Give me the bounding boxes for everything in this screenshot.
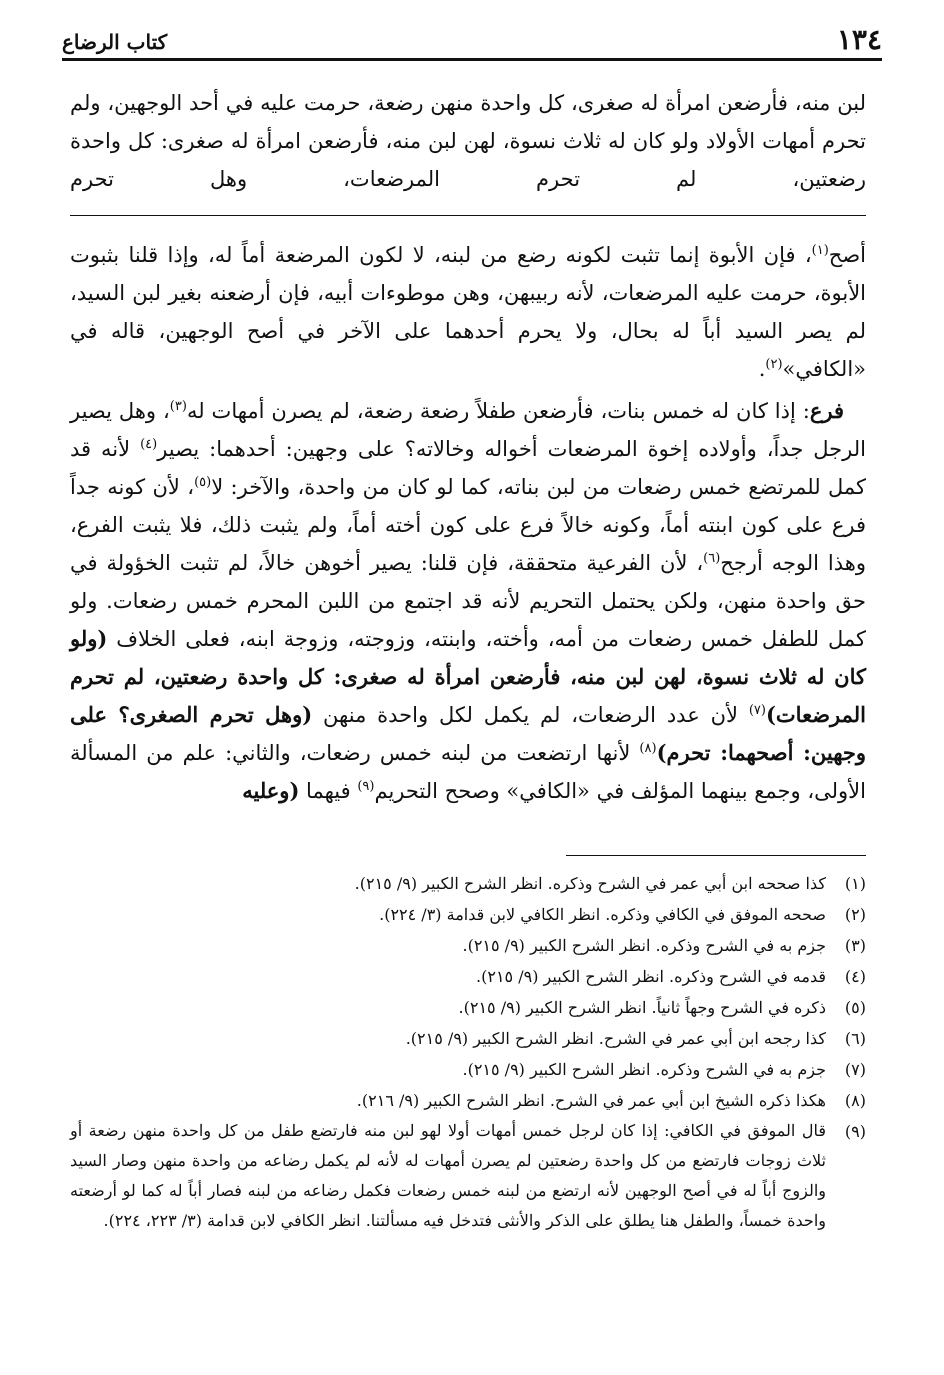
footnote-number: (٣) — [844, 936, 866, 955]
footnote-text: قدمه في الشرح وذكره. انظر الشرح الكبير (٩/ ٢١٥). — [476, 967, 826, 986]
footnote-number: (٥) — [844, 998, 866, 1017]
footnote-ref[interactable]: (٤) — [140, 437, 158, 452]
footnote-text: هكذا ذكره الشيخ ابن أبي عمر في الشرح. انظر الشرح الكبير (٩/ ٢١٦). — [356, 1091, 826, 1110]
text-run: لأنها ارتضعت من لبنه خمس رضعات، والثاني: علم من المسألة الأولى، وجمع بينهما المؤلف في «الكافي» وصحح التحريم — [70, 741, 866, 803]
footnote-text: جزم به في الشرح وذكره. انظر الشرح الكبير (٩/ ٢١٥). — [462, 1060, 826, 1079]
footnotes-divider — [566, 855, 866, 856]
branch-label: فرع — [809, 398, 845, 423]
footnote-number: (٦) — [844, 1029, 866, 1048]
footnote-text: ذكره في الشرح وجهاً ثانياً. انظر الشرح الكبير (٩/ ٢١٥). — [458, 998, 826, 1017]
quoted-matn: (وعليه — [242, 778, 300, 803]
footnote-ref[interactable]: (٧) — [748, 703, 766, 718]
text-run: ، لأن الفرعية متحققة، فإن قلنا: يصير أخوهن خالاً، لم تثبت الخؤولة في حق واحدة منهن، ولكن يحتمل التحريم لأنه قد اجتمع من اللبن المحرم خمس رضعات. ولو كمل للطفل خمس رضعات من أمه، وأخته، وابنته، وزوجته، وزوجة ابنه، فعلى الخلاف — [70, 551, 866, 651]
commentary-paragraph-1 — [70, 236, 866, 388]
footnote — [70, 868, 866, 899]
page-header — [62, 18, 882, 61]
main-text: لبن منه، فأرضعن امرأة له صغرى، كل واحدة منهن رضعة، حرمت عليه في أحد الوجهين، ولم تحرم أمهات الأولاد ولو كان له ثلاث نسوة، لهن لبن منه، فأرضعن امرأة له صغرى: كل واحدة رضعتين، لم تحرم المرضعات، وهل تحرم — [70, 91, 866, 191]
text-run: فيهما — [299, 779, 358, 803]
footnote-text: قال الموفق في الكافي: إذا كان لرجل خمس أمهات أولا لهو لبن منه فارتضع طفل من كل واحدة منهن رضعة أو ثلاث زوجات فارتضع من كل واحدة رضعتين لم يصرن أمهات له لأنه لم يكمل رضاعه من واحدة منهن وصار السيد والزوج أباً له في أصح الوجهين لأنه ارتضع من لبنه خمس رضعات فكمل رضاعه من لبنه فصار أباً له كما لو أرضعته واحدة خمساً، والطفل هنا يطلق على الذكر والأنثى فتدخل فيه مسألتنا. انظر الكافي لابن قدامة (٣/ ٢٢٣، ٢٢٤). — [70, 1121, 826, 1230]
footnote-text: كذا رجحه ابن أبي عمر في الشرح. انظر الشرح الكبير (٩/ ٢١٥). — [405, 1029, 826, 1048]
footnote — [70, 992, 866, 1023]
main-text-divider — [70, 215, 866, 216]
quoted-matn: (ولو كان له ثلاث نسوة، لهن لبن منه، فأرضعن امرأة له صغرى: كل واحدة رضعتين، لم تحرم المرضعات) — [70, 626, 866, 727]
footnote-text: جزم به في الشرح وذكره. انظر الشرح الكبير (٩/ ٢١٥). — [462, 936, 826, 955]
footnote-number: (٧) — [844, 1060, 866, 1079]
text-run: لأن عدد الرضعات، لم يكمل لكل واحدة منهن — [312, 703, 749, 727]
footnote-number: (٨) — [844, 1091, 866, 1110]
running-title: كتاب الرضاع — [62, 30, 168, 54]
main-text-block — [70, 84, 866, 198]
footnote-number: (٤) — [844, 967, 866, 986]
text-run: . — [758, 357, 766, 381]
footnote-number: (٢) — [844, 905, 866, 924]
footnote-text: كذا صححه ابن أبي عمر في الشرح وذكره. انظر الشرح الكبير (٩/ ٢١٥). — [354, 874, 826, 893]
footnotes-list — [70, 868, 866, 1236]
text-run: : إذا كان له خمس بنات، فأرضعن طفلاً رضعة رضعة، لم يصرن أمهات له — [186, 399, 810, 423]
footnote-ref[interactable]: (٩) — [357, 779, 375, 794]
commentary-paragraph-2 — [70, 392, 866, 810]
footnote-number: (٩) — [844, 1122, 866, 1141]
footnote — [70, 1085, 866, 1116]
footnote-ref[interactable]: (٢) — [765, 357, 783, 372]
footnote-ref[interactable]: (١) — [811, 243, 829, 258]
footnote-ref[interactable]: (٣) — [169, 399, 187, 414]
text-run: ، لأن كونه جداً فرع على كون ابنته أماً، وكونه خالاً فرع على كون أخته أماً، ولم يثبت ذلك، فلا يثبت الفرع، وهذا الوجه أرجح — [70, 475, 866, 575]
text-run: لأنه قد كمل للمرتضع خمس رضعات من لبن بناته، كما لو كان من واحدة، والآخر: لا — [70, 437, 866, 499]
page-number: ١٣٤ — [836, 23, 882, 56]
footnote-text: صححه الموفق في الكافي وذكره. انظر الكافي لابن قدامة (٣/ ٢٢٤). — [379, 905, 826, 924]
footnote-ref[interactable]: (٦) — [703, 551, 721, 566]
footnote — [70, 1023, 866, 1054]
footnote — [70, 1054, 866, 1085]
text-run: أصح — [828, 243, 866, 267]
footnote — [70, 1116, 866, 1236]
commentary-block — [70, 236, 866, 810]
footnote — [70, 930, 866, 961]
quoted-matn: (وهل تحرم الصغرى؟ على وجهين: أصحهما: تحرم) — [70, 702, 866, 765]
footnote — [70, 899, 866, 930]
footnote-ref[interactable]: (٥) — [194, 475, 212, 490]
footnote — [70, 961, 866, 992]
footnote-number: (١) — [844, 874, 866, 893]
text-run: ، فإن الأبوة إنما تثبت لكونه رضع من لبنه، لا لكون المرضعة أماً له، وإذا قلنا بثبوت الأبوة، حرمت عليه المرضعات، لأنه ربيبهن، وهن موطوءات أبيه، فإن أرضعنه بغير لبن السيد، لم يصر السيد أباً له بحال، ولا يحرم أحدهما على الآخر في أصح الوجهين، قاله في «الكافي» — [70, 243, 867, 381]
text-run: ، وهل يصير الرجل جداً، وأولاده إخوة المرضعات أخواله وخالاته؟ على وجهين: أحدهما: يصير — [70, 399, 866, 461]
footnote-ref[interactable]: (٨) — [639, 741, 657, 756]
